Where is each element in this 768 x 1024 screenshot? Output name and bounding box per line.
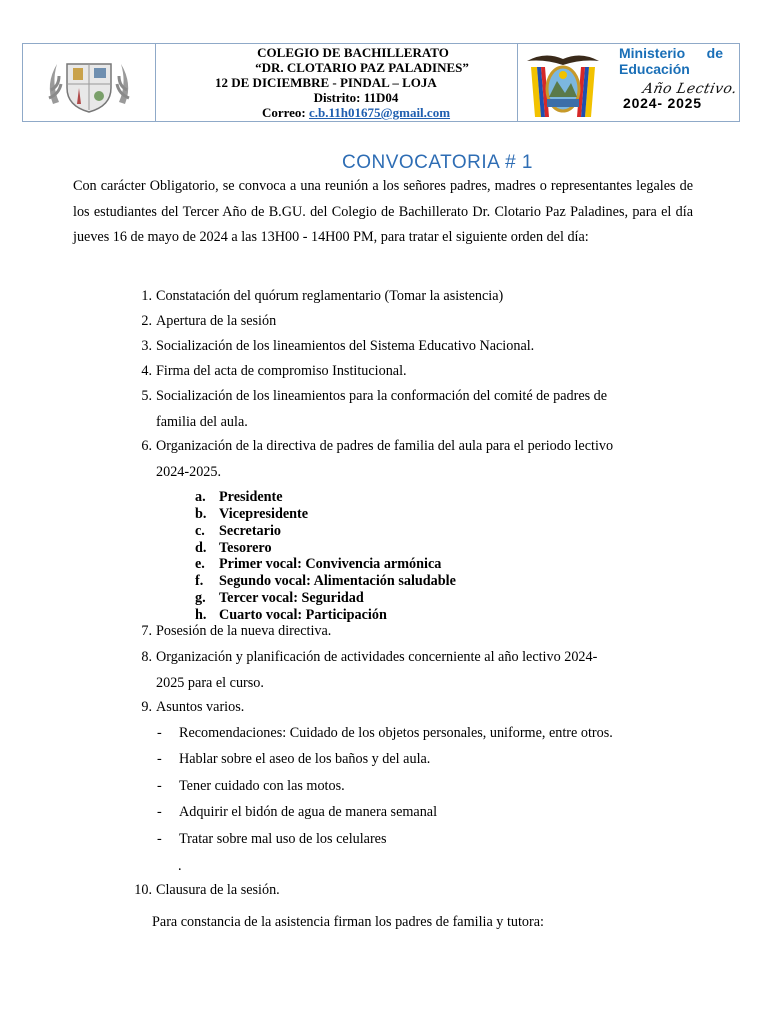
- role-letter: d.: [195, 540, 207, 556]
- item-text: Organización y planificación de actividades concerniente al año lectivo 2024-: [156, 649, 598, 665]
- item-number: 2.: [141, 313, 152, 329]
- header-divider: [517, 44, 518, 121]
- role-item: [195, 506, 309, 523]
- item-text: Firma del acta de compromiso Institucional.: [156, 363, 407, 379]
- item-number: 8.: [141, 649, 152, 665]
- item-text: Constatación del quórum reglamentario (Tomar la asistencia): [156, 288, 504, 304]
- role-letter: f.: [195, 573, 204, 589]
- varios-text: Tratar sobre mal uso de los celulares: [179, 831, 387, 847]
- agenda-item: [141, 284, 656, 310]
- email-link[interactable]: c.b.11h01675@gmail.com: [309, 105, 451, 120]
- school-name: COLEGIO DE BACHILLERATO: [257, 45, 449, 60]
- varios-item: [157, 827, 387, 853]
- item-number: 4.: [141, 363, 152, 379]
- item-text: Apertura de la sesión: [156, 313, 277, 329]
- varios-text: Tener cuidado con las motos.: [179, 778, 345, 794]
- dash-bullet: -: [157, 804, 162, 820]
- dash-bullet: -: [157, 725, 162, 741]
- agenda-item: [141, 434, 656, 485]
- letterhead: [22, 43, 740, 122]
- ministry-word1: Ministerio: [619, 45, 686, 61]
- role-item: [195, 540, 272, 557]
- agenda-item: [141, 334, 656, 360]
- role-text: Presidente: [219, 489, 283, 505]
- varios-item: [157, 747, 431, 773]
- item-number: 9.: [141, 699, 152, 715]
- school-email-line: [163, 105, 543, 120]
- item-number: 7.: [141, 623, 152, 639]
- role-item: [195, 489, 283, 506]
- ministry-word2: de: [706, 45, 723, 61]
- varios-text: Adquirir el bidón de agua de manera semanal: [179, 804, 438, 820]
- school-crest-logo: [39, 54, 139, 116]
- intro-paragraph: Con carácter Obligatorio, se convoca a una reunión a los señores padres, madres o representantes legales de los estudiantes del Tercer Año de B.GU. del Colegio de Bachillerato Dr. Clotario Paz Paladines, para el día jueves 16 de mayo de 2024 a las 13H00 - 14H00 PM, para tratar el siguiente orden del día:: [73, 178, 693, 245]
- item-text: Socialización de los lineamientos del Sistema Educativo Nacional.: [156, 338, 535, 354]
- varios-item: [157, 721, 613, 747]
- closing-statement: Para constancia de la asistencia firman los padres de familia y tutora:: [152, 914, 544, 930]
- agenda-item: [141, 695, 656, 721]
- item-text: Clausura de la sesión.: [156, 882, 280, 898]
- item-text: Socialización de los lineamientos para la conformación del comité de padres de: [156, 388, 608, 404]
- school-info: [163, 44, 543, 120]
- item-number: 3.: [141, 338, 152, 354]
- role-item: [195, 573, 456, 590]
- role-text: Cuarto vocal: Participación: [219, 607, 387, 623]
- agenda-item: [141, 645, 656, 696]
- ministry-line2: Educación: [619, 61, 690, 77]
- dash-bullet: -: [157, 751, 162, 767]
- varios-end-dot: .: [178, 858, 182, 874]
- agenda-item: [141, 359, 656, 385]
- document-title: CONVOCATORIA # 1: [341, 152, 533, 173]
- item-text-continued: 2025 para el curso.: [156, 674, 264, 691]
- item-number: 6.: [141, 438, 152, 454]
- school-patron: “DR. CLOTARIO PAZ PALADINES”: [255, 60, 469, 75]
- email-label: Correo:: [261, 105, 306, 120]
- school-year: 2024- 2025: [623, 95, 702, 111]
- agenda-item: [134, 878, 656, 904]
- agenda-item: [141, 309, 656, 335]
- role-text: Primer vocal: Convivencia armónica: [219, 556, 442, 572]
- varios-item: [157, 774, 345, 800]
- role-letter: e.: [195, 556, 205, 572]
- varios-item: [157, 800, 438, 826]
- agenda-item: [141, 384, 656, 435]
- role-item: [195, 590, 364, 607]
- item-text-continued: 2024-2025.: [156, 463, 222, 480]
- role-letter: g.: [195, 590, 206, 606]
- ministry-label: [619, 45, 739, 77]
- role-item: [195, 523, 281, 540]
- varios-text: Hablar sobre el aseo de los baños y del aula.: [179, 751, 431, 767]
- item-text: Posesión de la nueva directiva.: [156, 623, 332, 639]
- school-district: Distrito: 11D04: [313, 90, 399, 105]
- role-text: Vicepresidente: [219, 506, 309, 522]
- ecuador-coat-of-arms-icon: [521, 47, 605, 121]
- role-letter: a.: [195, 489, 206, 505]
- item-number: 10.: [134, 882, 152, 898]
- item-number: 1.: [141, 288, 152, 304]
- header-divider: [155, 44, 156, 121]
- dash-bullet: -: [157, 831, 162, 847]
- school-location: 12 DE DICIEMBRE - PINDAL – LOJA: [215, 75, 437, 90]
- role-text: Tercer vocal: Seguridad: [219, 590, 364, 606]
- role-letter: h.: [195, 607, 207, 623]
- role-text: Secretario: [219, 523, 281, 539]
- role-item: [195, 556, 442, 573]
- item-text-continued: familia del aula.: [156, 413, 248, 430]
- item-number: 5.: [141, 388, 152, 404]
- role-text: Segundo vocal: Alimentación saludable: [219, 573, 456, 589]
- varios-text: Recomendaciones: Cuidado de los objetos personales, uniforme, entre otros.: [179, 725, 613, 741]
- role-letter: c.: [195, 523, 205, 539]
- role-letter: b.: [195, 506, 207, 522]
- item-text: Asuntos varios.: [156, 699, 245, 715]
- role-text: Tesorero: [219, 540, 272, 556]
- dash-bullet: -: [157, 778, 162, 794]
- school-year-label: Año Lectivo.: [641, 81, 739, 97]
- agenda-item: [141, 619, 656, 645]
- item-text: Organización de la directiva de padres de familia del aula para el periodo lectivo: [156, 438, 614, 454]
